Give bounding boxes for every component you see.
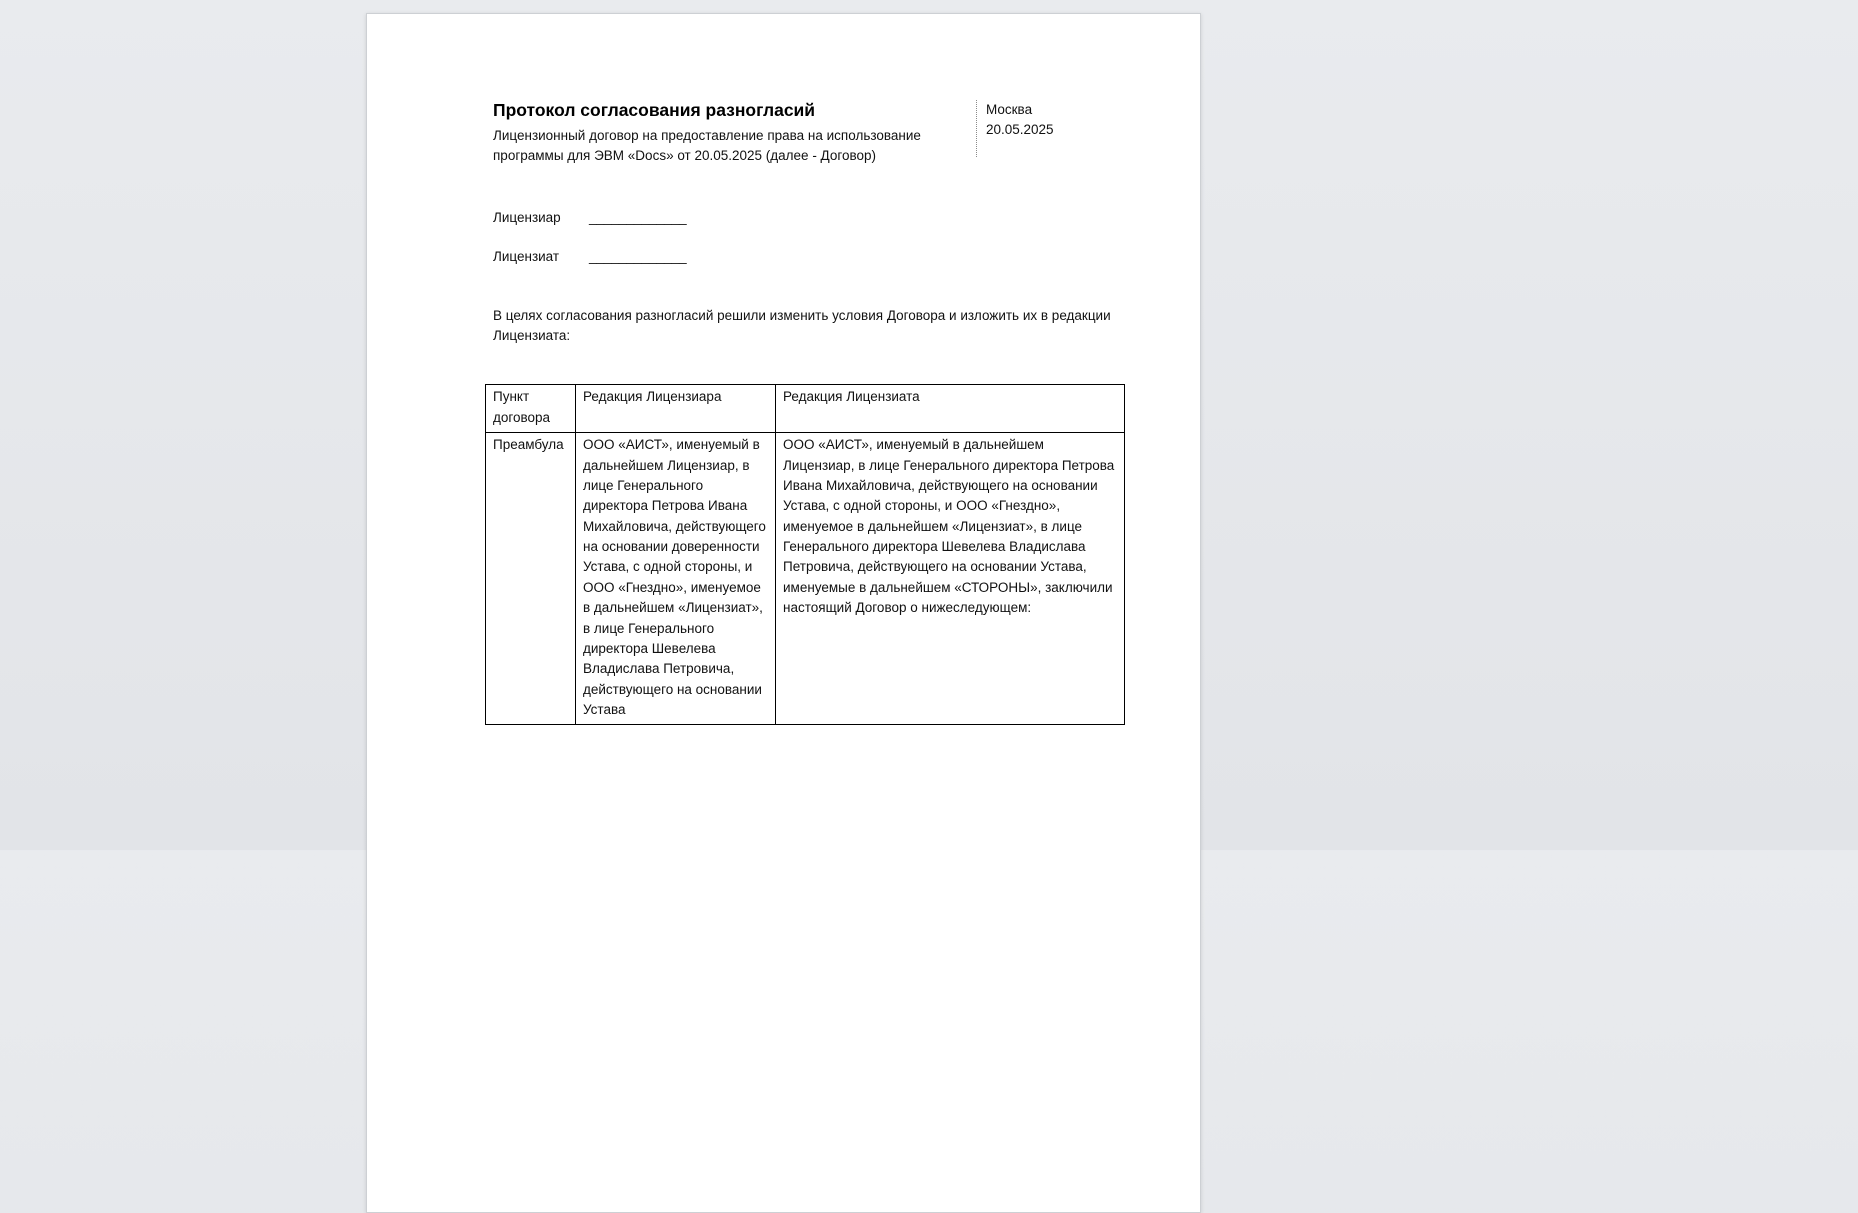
place-date-block — [976, 100, 1054, 157]
city-label: Москва — [986, 102, 1033, 117]
licensor-label: Лицензиар — [493, 210, 561, 226]
party-row-licensor — [493, 208, 1122, 228]
licensee-signature-line: _____________ — [589, 248, 687, 264]
document-title: Протокол согласования разногласий — [493, 100, 816, 120]
document-subtitle: Лицензионный договор на предоставление права на использование программы для ЭВМ «Docs» от 20.05.2025 (далее - Договор) — [493, 127, 921, 164]
disagreements-table — [485, 384, 1125, 725]
cell-clause: Преамбула — [486, 433, 576, 725]
parties-block — [493, 208, 1122, 267]
col-header-licensee-version: Редакция Лицензиата — [776, 385, 1125, 433]
intro-paragraph: В целях согласования разногласий решили изменить условия Договора и изложить их в редакции Лицензиата: — [493, 307, 1111, 344]
table-header-row — [486, 385, 1125, 433]
document-header-left — [493, 100, 958, 166]
licensee-label: Лицензиат — [493, 248, 560, 264]
cell-licensee-version: ООО «АИСТ», именуемый в дальнейшем Лицензиар, в лице Генерального директора Петрова Ивана Михайловича, действующего на основании Устава, с одной стороны, и ООО «Гнездно», именуемое в дальнейшем «Лицензиат», в лице Генерального директора Шевелева Владислава Петровича, действующего на основании Устава, именуемые в дальнейшем «СТОРОНЫ», заключили настоящий Договор о нижеследующем: — [776, 433, 1125, 725]
document-header — [493, 100, 1122, 166]
licensor-signature-line: _____________ — [589, 210, 687, 226]
party-row-licensee — [493, 247, 1122, 267]
date-label: 20.05.2025 — [986, 122, 1054, 138]
col-header-clause: Пункт договора — [486, 385, 576, 433]
table-row — [486, 433, 1125, 725]
col-header-licensor-version: Редакция Лицензиара — [576, 385, 776, 433]
cell-licensor-version: ООО «АИСТ», именуемый в дальнейшем Лицензиар, в лице Генерального директора Петрова Ивана Михайловича, действующего на основании доверенности Устава, с одной стороны, и ООО «Гнездно», именуемое в дальнейшем «Лицензиат», в лице Генерального директора Шевелева Владислава Петровича, действующего на основании Устава — [576, 433, 776, 725]
document-page[interactable] — [366, 13, 1201, 1213]
